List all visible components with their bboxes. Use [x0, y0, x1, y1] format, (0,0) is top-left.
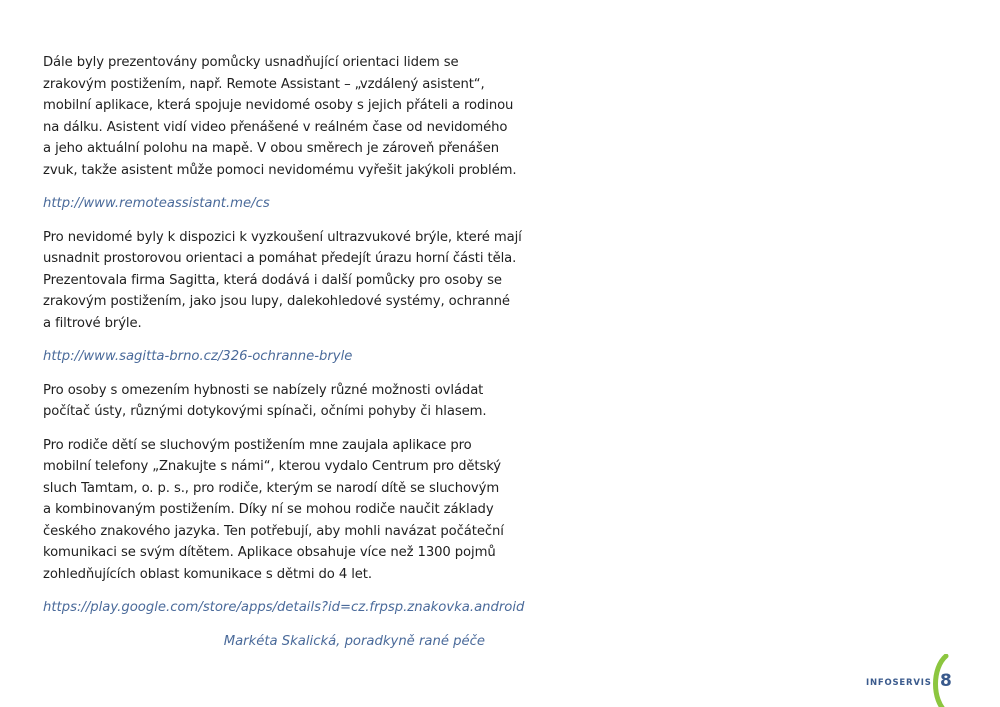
text-line: Pro osoby s omezením hybnosti se nabízely různé možnosti ovládat [43, 382, 484, 398]
text-line: usnadnit prostorovou orientaci a pomáhat předejít úrazu horní části těla. [43, 251, 517, 266]
text-line: a kombinovaným postižením. Díky ní se mohou rodiče naučit základy [43, 502, 494, 517]
paragraph-ultrasound-glasses [43, 227, 522, 335]
text-line: Prezentovala firma Sagitta, která dodává i další pomůcky pro osoby se [43, 272, 502, 288]
text-line: Dále byly prezentovány pomůcky usnadňující orientaci lidem se [43, 55, 459, 70]
paragraph-mobility [43, 380, 503, 423]
text-line: a jeho aktuální polohu na mapě. V obou směrech je zároveň přenášen [43, 141, 499, 156]
paragraph-remote-assistant [43, 52, 517, 181]
footer-brand: INFOSERVIS [866, 678, 932, 688]
paragraph-sign-language-app [43, 435, 503, 586]
text-line: zrakovým postižením, např. Remote Assistant – „vzdálený asistent“, [43, 76, 485, 92]
article-body [43, 52, 525, 652]
text-line: zvuk, takže asistent může pomoci nevidomému vyřešit jakýkoli problém. [43, 162, 517, 178]
text-line: Pro nevidomé byly k dispozici k vyzkoušení ultrazvukové brýle, které mají [43, 229, 522, 245]
text-line: zrakovým postižením, jako jsou lupy, dalekohledové systémy, ochranné [43, 294, 510, 309]
author-signature: Markéta Skalická, poradkyně rané péče [223, 633, 485, 649]
text-line: komunikaci se svým dítětem. Aplikace obsahuje více než 1300 pojmů [43, 545, 496, 560]
text-line: českého znakového jazyka. Ten potřebují, aby mohli navázat počáteční [43, 523, 504, 539]
page-number: 8 [940, 671, 952, 691]
link-sagitta[interactable]: http://www.sagitta-brno.cz/326-ochranne-bryle [43, 349, 353, 364]
text-line: a filtrové brýle. [43, 315, 142, 331]
text-line: Pro rodiče dětí se sluchovým postižením mne zaujala aplikace pro [43, 437, 472, 453]
text-line: na dálku. Asistent vidí video přenášené v reálném čase od nevidomého [43, 119, 508, 135]
text-line: mobilní aplikace, která spojuje nevidomé osoby s jejich přáteli a rodinou [43, 98, 514, 113]
text-line: zohledňujících oblast komunikace s dětmi do 4 let. [43, 566, 372, 582]
text-line: počítač ústy, různými dotykovými spínači, očními pohyby či hlasem. [43, 404, 487, 419]
text-line: sluch Tamtam, o. p. s., pro rodiče, kterým se narodí dítě se sluchovým [43, 480, 500, 496]
link-google-play[interactable]: https://play.google.com/store/apps/details?id=cz.frpsp.znakovka.android [43, 600, 525, 615]
text-line: mobilní telefony „Znakujte s námi“, kterou vydalo Centrum pro dětský [43, 459, 502, 474]
link-remoteassistant[interactable]: http://www.remoteassistant.me/cs [43, 196, 270, 211]
